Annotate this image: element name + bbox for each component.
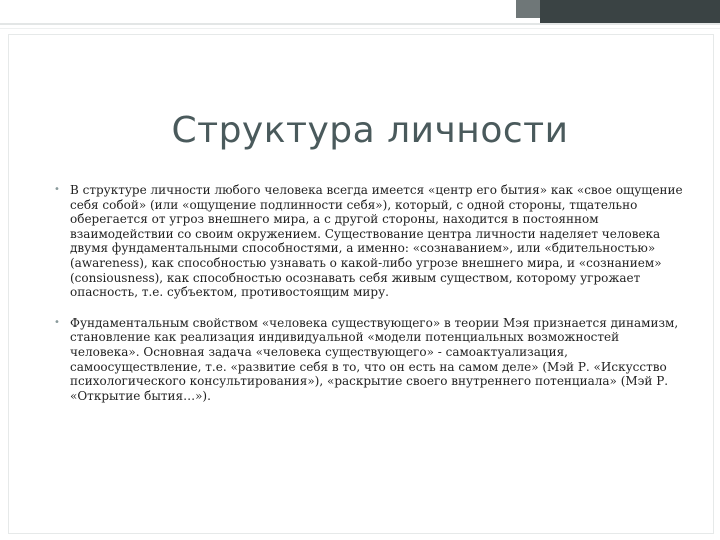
top-bar-dark-segment bbox=[540, 0, 720, 24]
bullet-item bbox=[48, 183, 688, 300]
bullet-text: В структуре личности любого человека всегда имеется «центр его бытия» как «свое ощущение себя собой» (или «ощущение подлинности себя»), который, с одной стороны, тщательно оберегается от угроз внешнего мира, а с другой стороны, находится в постоянном взаимодействии со своим окружением. Существование центра личности наделяет человека двумя фундаментальными способностями, а именно: «сознаванием», или «бдительностью» (awareness), как способностью узнавать о какой-либо угрозе внешнего мира, и «сознанием» (consiousness), как способностью осознавать себя живым существом, которому угрожает опасность, т.е. субъектом, противостоящим миру. bbox=[70, 183, 683, 300]
bullet-icon: • bbox=[54, 184, 60, 195]
top-divider-line bbox=[0, 23, 720, 25]
top-divider-line-secondary bbox=[0, 28, 720, 29]
top-bar-accent-segment bbox=[516, 0, 540, 18]
slide-title: Структура личности bbox=[171, 110, 569, 151]
top-bar-light-segment bbox=[0, 0, 516, 18]
bullet-item bbox=[48, 316, 688, 404]
slide-body bbox=[48, 183, 688, 403]
bullet-text: Фундаментальным свойством «человека существующего» в теории Мэя признается динамизм, становление как реализация индивидуальной «модели потенциальных возможностей человека». Основная задача «человека существующего» - самоактуализация, самоосуществление, т.е. «развитие себя в то, что он есть на самом деле» (Мэй Р. «Искусство психологического консультирования»), «раскрытие своего внутреннего потенциала» (Мэй Р. «Открытие бытия…»). bbox=[70, 315, 679, 403]
bullet-icon: • bbox=[54, 316, 60, 328]
